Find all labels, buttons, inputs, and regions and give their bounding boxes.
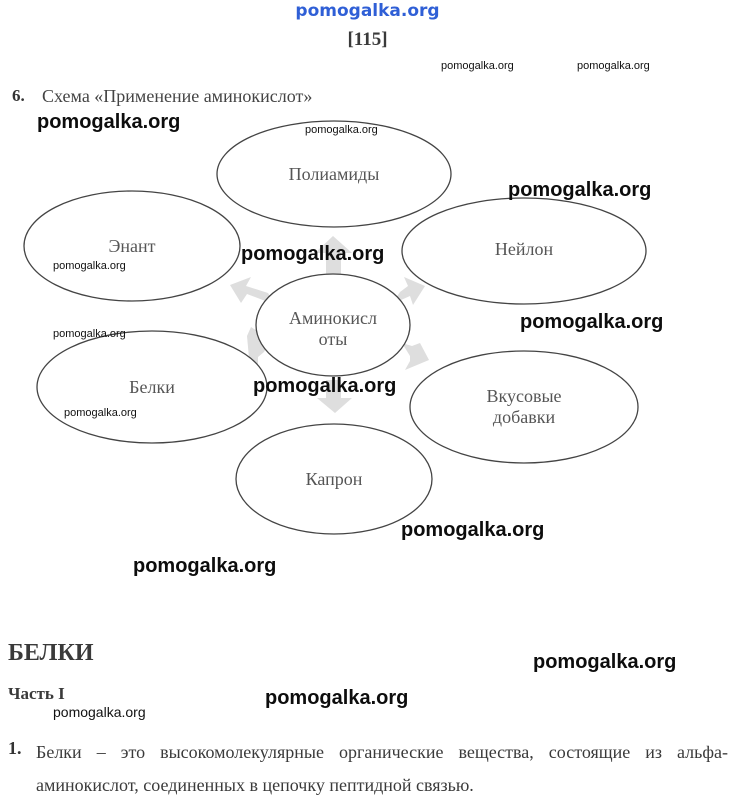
label-proteins: Белки bbox=[129, 377, 175, 397]
part-title: Часть I bbox=[8, 684, 65, 703]
label-nylon: Нейлон bbox=[494, 239, 554, 259]
watermark: pomogalka.org bbox=[37, 111, 181, 133]
watermark: pomogalka.org bbox=[520, 311, 664, 333]
watermark: pomogalka.org bbox=[401, 519, 545, 541]
watermark: pomogalka.org bbox=[64, 407, 137, 419]
label-polyamides: Полиамиды bbox=[288, 164, 380, 184]
task-number: 6. bbox=[12, 86, 25, 105]
label-flavor-line1: Вкусовые bbox=[486, 386, 562, 406]
watermark: pomogalka.org bbox=[241, 243, 385, 265]
label-flavor-line2: добавки bbox=[492, 407, 556, 427]
page-number: [115] bbox=[347, 29, 388, 50]
label-enant: Энант bbox=[108, 236, 156, 256]
label-kapron: Капрон bbox=[305, 469, 363, 489]
watermark: pomogalka.org bbox=[441, 60, 514, 72]
watermark: pomogalka.org bbox=[265, 687, 409, 709]
watermark: pomogalka.org bbox=[53, 704, 146, 720]
watermark: pomogalka.org bbox=[305, 124, 378, 136]
header-watermark: pomogalka.org bbox=[295, 1, 440, 21]
task-title: Схема «Применение аминокислот» bbox=[42, 86, 313, 106]
answer-text: Белки – это высокомолекулярные органические вещества, состоящие из альфа-аминокислот, соединенных в цепочку пептидной связью. bbox=[36, 742, 728, 795]
section-title: БЕЛКИ bbox=[8, 640, 94, 666]
label-center-line1: Аминокисл bbox=[288, 308, 378, 328]
watermark: pomogalka.org bbox=[53, 260, 126, 272]
label-center-line2: оты bbox=[318, 329, 348, 349]
watermark: pomogalka.org bbox=[133, 555, 277, 577]
answer-number: 1. bbox=[8, 738, 22, 758]
watermark: pomogalka.org bbox=[577, 60, 650, 72]
watermark: pomogalka.org bbox=[253, 375, 397, 397]
watermark: pomogalka.org bbox=[533, 651, 677, 673]
watermark: pomogalka.org bbox=[53, 328, 126, 340]
arrow-to-flavor bbox=[402, 343, 429, 370]
watermark: pomogalka.org bbox=[508, 179, 652, 201]
